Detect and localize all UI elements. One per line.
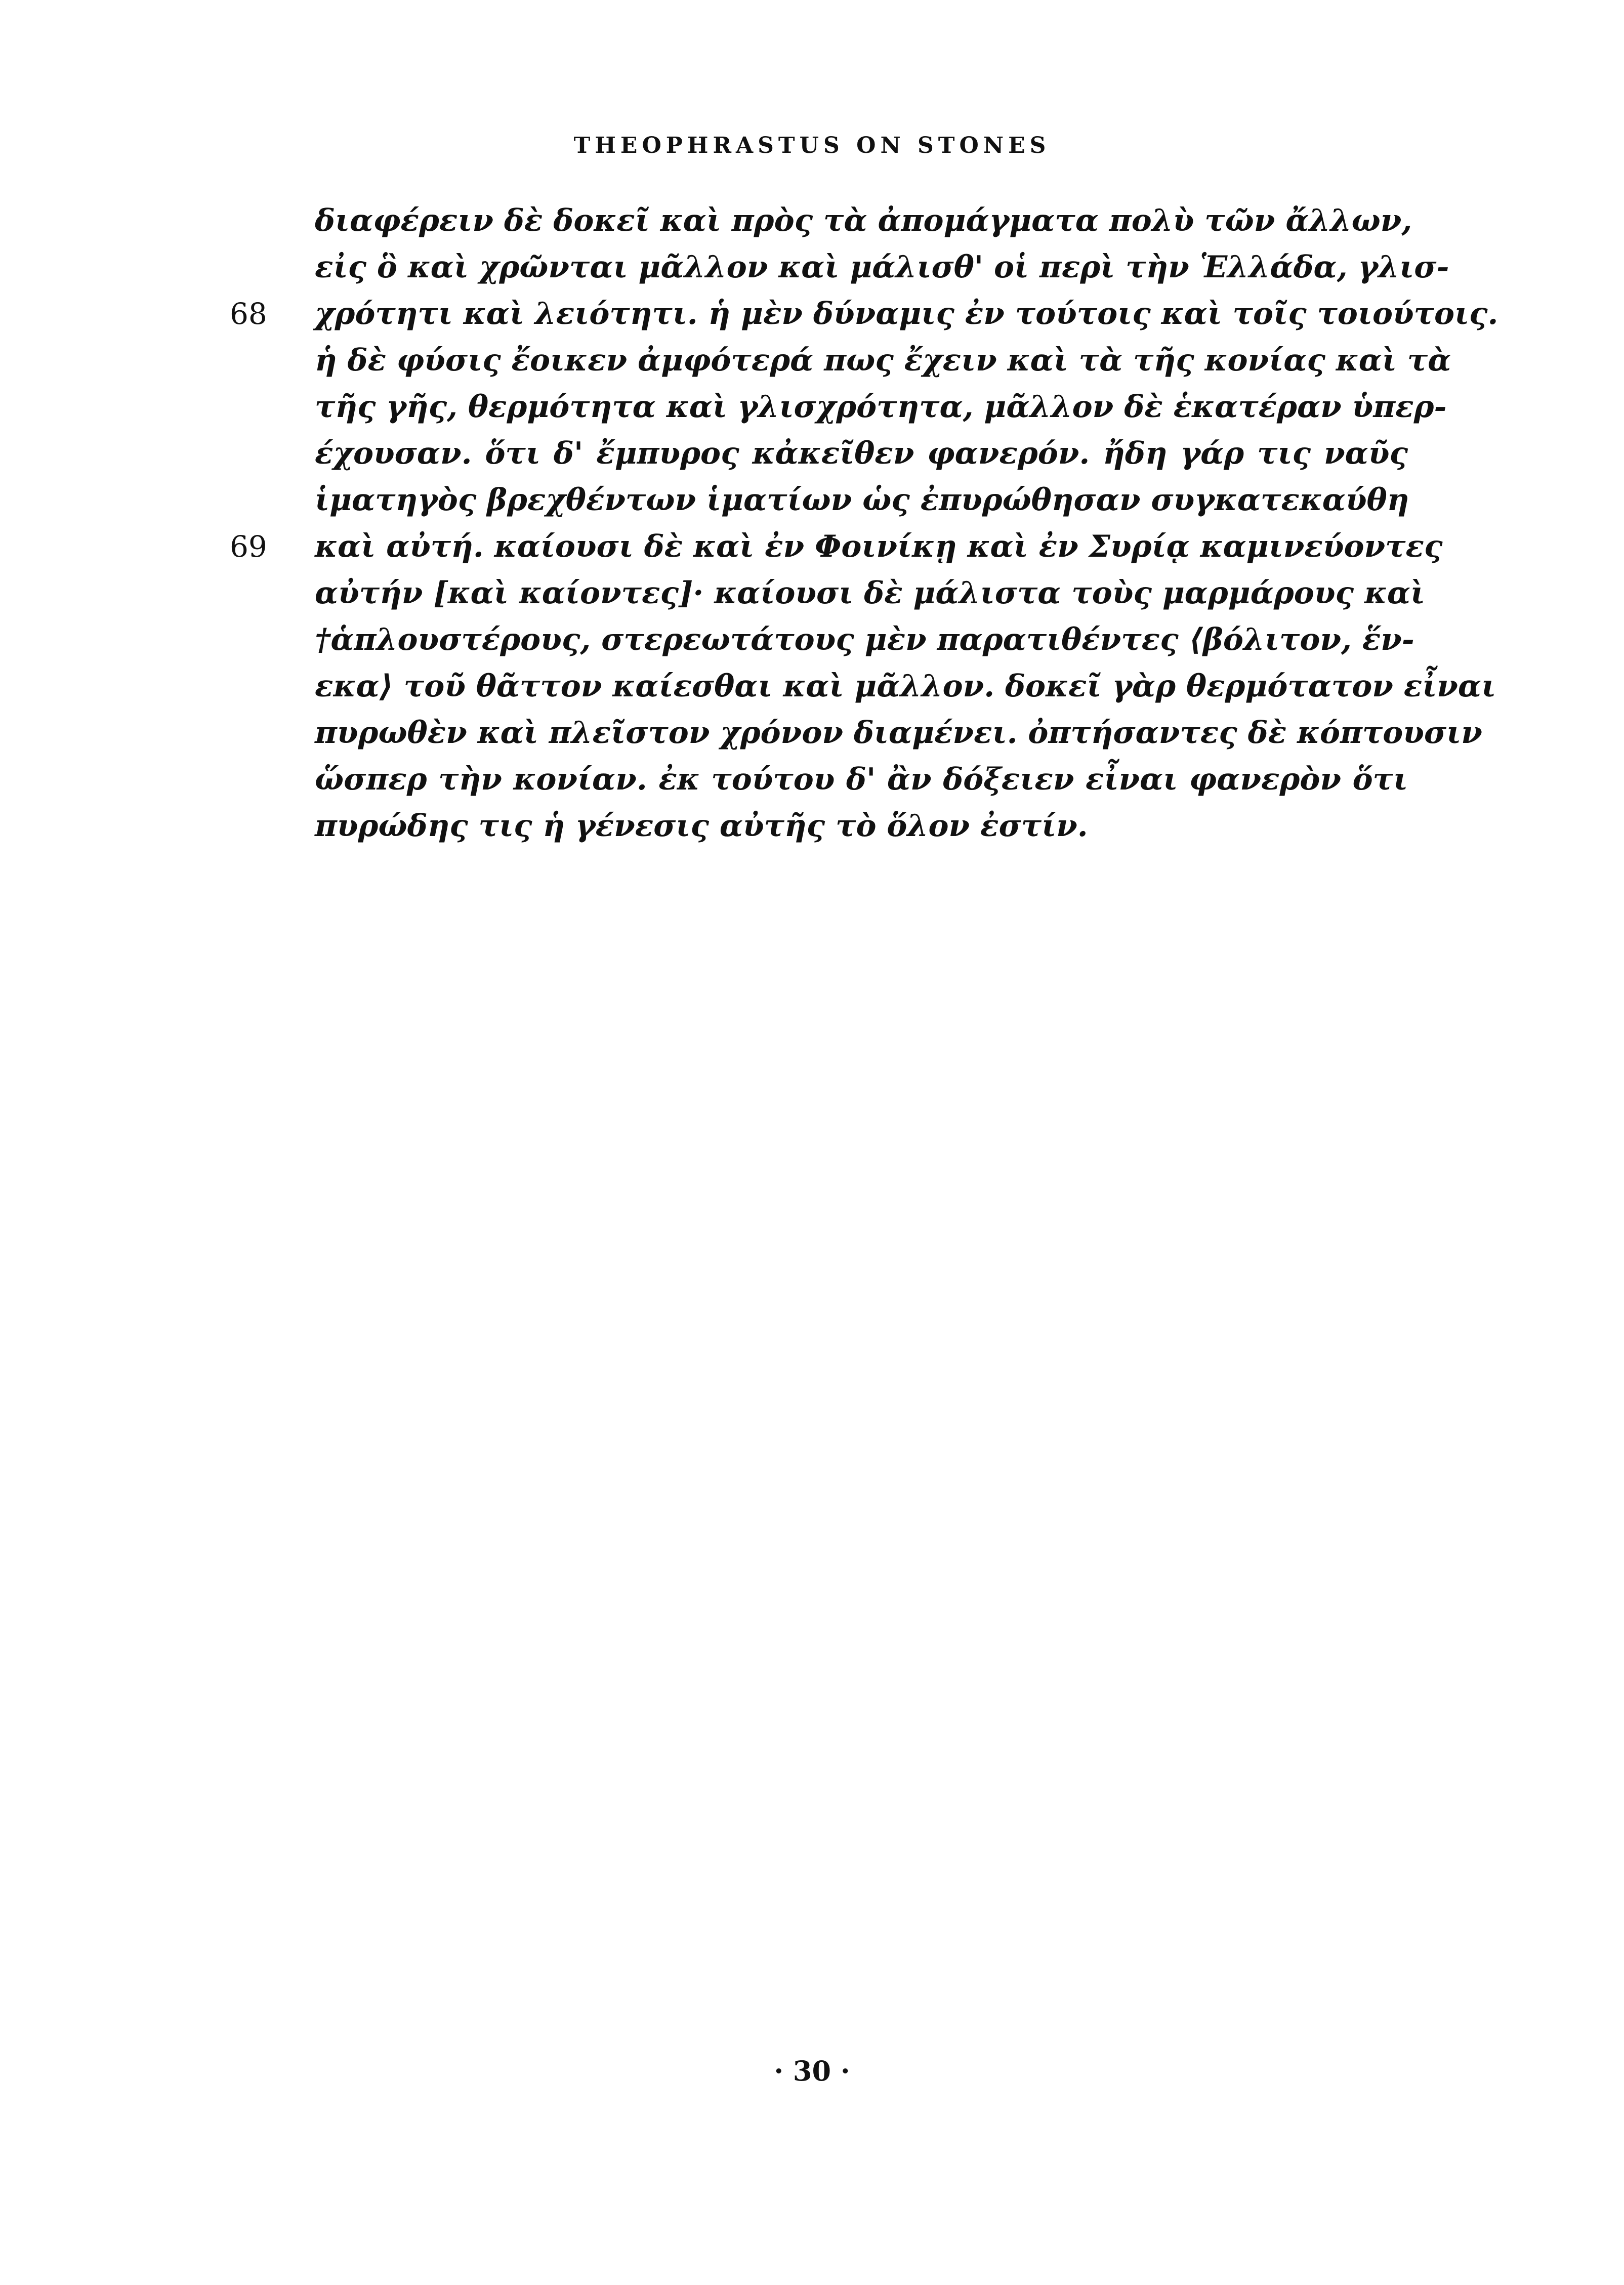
greek-text-block xyxy=(230,197,1498,849)
section-number: 69 xyxy=(230,529,267,564)
line-text: διαφέρειν δὲ δοκεῖ καὶ πρὸς τὰ ἀπομάγματα πολὺ τῶν ἄλλων, xyxy=(315,203,1412,238)
text-line xyxy=(315,570,1426,616)
line-text: ἡ δὲ φύσις ἔοικεν ἀμφότερά πως ἔχειν καὶ τὰ τῆς κονίας καὶ τὰ xyxy=(315,343,1451,378)
running-head: THEOPHRASTUS ON STONES xyxy=(573,133,1051,158)
text-line xyxy=(315,663,1496,710)
line-text: εἰς ὃ καὶ χρῶνται μᾶλλον καὶ μάλισθ' οἱ περὶ τὴν Ἑλλάδα, γλισ- xyxy=(315,250,1449,285)
text-line xyxy=(230,523,1443,570)
line-text: αὐτήν [καὶ καίοντες]· καίουσι δὲ μάλιστα τοὺς μαρμάρους καὶ xyxy=(315,575,1426,611)
line-text: ἱματηγὸς βρεχθέντων ἱματίων ὡς ἐπυρώθησαν συγκατεκαύθη xyxy=(315,482,1409,518)
line-text: χρότητι καὶ λειότητι. ἡ μὲν δύναμις ἐν τούτοις καὶ τοῖς τοιούτοις. xyxy=(315,296,1498,331)
text-line xyxy=(315,244,1449,290)
text-line xyxy=(315,616,1414,663)
text-line xyxy=(315,430,1408,477)
text-line xyxy=(315,756,1408,803)
line-text: πυρώδης τις ἡ γένεσις αὐτῆς τὸ ὅλον ἐστίν. xyxy=(315,808,1088,844)
line-text: πυρωθὲν καὶ πλεῖστον χρόνον διαμένει. ὀπτήσαντες δὲ κόπτουσιν xyxy=(315,715,1482,751)
text-line xyxy=(315,384,1447,430)
line-text: εκα⟩ τοῦ θᾶττον καίεσθαι καὶ μᾶλλον. δοκεῖ γὰρ θερμότατον εἶναι xyxy=(315,669,1496,704)
section-number: 68 xyxy=(230,297,267,331)
line-text: έχουσαν. ὅτι δ' ἔμπυρος κἀκεῖθεν φανερόν. ἤδη γάρ τις ναῦς xyxy=(315,436,1408,471)
text-line xyxy=(315,710,1482,756)
text-line xyxy=(315,337,1451,384)
text-line xyxy=(230,290,1498,337)
text-line xyxy=(315,197,1412,244)
page-number: · 30 · xyxy=(774,2055,850,2087)
text-line xyxy=(315,477,1408,523)
text-line xyxy=(315,803,1408,849)
line-text: καὶ αὐτή. καίουσι δὲ καὶ ἐν Φοινίκῃ καὶ ἐν Συρίᾳ καμινεύοντες xyxy=(315,529,1443,564)
line-text: †ἁπλουστέρους, στερεωτάτους μὲν παρατιθέντες ⟨βόλιτον, ἕν- xyxy=(315,622,1414,657)
line-text: τῆς γῆς, θερμότητα καὶ γλισχρότητα, μᾶλλον δὲ ἑκατέραν ὑπερ- xyxy=(315,389,1447,425)
line-text: ὥσπερ τὴν κονίαν. ἐκ τούτου δ' ἂν δόξειεν εἶναι φανερὸν ὅτι xyxy=(315,762,1408,797)
